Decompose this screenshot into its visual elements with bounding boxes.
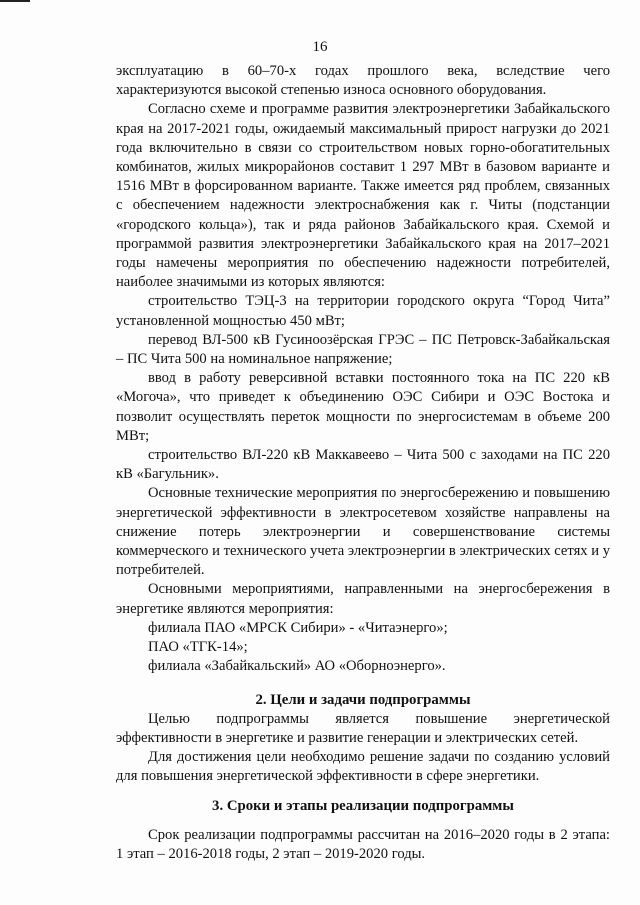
list-item: строительство ВЛ-220 кВ Маккавеево – Чита 500 с заходами на ПС 220 кВ «Багульник».: [116, 447, 610, 483]
list-item: филиала «Забайкальский» АО «Оборноэнерго».: [148, 658, 446, 675]
section-heading: 3. Сроки и этапы реализации подпрограммы: [212, 797, 514, 814]
paragraph: Для достижения цели необходимо решение задачи по созданию условий для повышения энергетической эффективности в сфере энергетики.: [116, 749, 610, 785]
paragraph: Основными мероприятиями, направленными на энергосбережения в энергетике являются мероприятия:: [116, 581, 610, 617]
list-item: ПАО «ТГК-14»;: [148, 639, 248, 656]
corner-mark: [0, 0, 30, 2]
paragraph: эксплуатацию в 60–70-х годах прошлого века, вследствие чего характеризуются высокой степенью износа основного оборудования.: [116, 63, 610, 99]
section-heading: 2. Цели и задачи подпрограммы: [255, 691, 471, 708]
paragraph: Срок реализации подпрограммы рассчитан на 2016–2020 годы в 2 этапа: 1 этап – 2016-2018 годы, 2 этап – 2019-2020 годы.: [116, 826, 610, 862]
list-item: филиала ПАО «МРСК Сибири» - «Читаэнерго»;: [148, 619, 448, 636]
list-item: строительство ТЭЦ-3 на территории городского округа “Город Чита” установленной мощностью 450 мВт;: [116, 293, 610, 329]
paragraph: Целью подпрограммы является повышение энергетической эффективности в энергетике и развитие генерации и электрических сетей.: [116, 710, 610, 746]
list-item: ввод в работу реверсивной вставки постоянного тока на ПС 220 кВ «Могоча», что приведет к объединению ОЭС Сибири и ОЭС Востока и позволит осуществлять переток мощности по энергосистемам в объеме 200 МВт;: [116, 370, 610, 444]
body-text: [116, 62, 610, 864]
paragraph: Согласно схеме и программе развития электроэнергетики Забайкальского края на 2017-2021 годы, ожидаемый максимальный прирост нагрузки до 2021 года включительно в связи со строительством новых горно-обогатительных комбинатов, жилых микрорайонов составит 1 297 МВт в базовом варианте и 1516 МВт в форсированном варианте. Также имеется ряд проблем, связанных с обеспечением надежности электроснабжения как г. Читы (подстанции «городского кольца»), так и ряда районов Забайкальского края. Схемой и программой развития электроэнергетики Забайкальского края на 2017–2021 годы намечены мероприятия по обеспечению надежности потребителей, наиболее значимыми из которых являются:: [116, 101, 610, 291]
page-number: 16: [312, 39, 328, 55]
paragraph: Основные технические мероприятия по энергосбережению и повышению энергетической эффективности в электросетевом хозяйстве направлены на снижение потерь электроэнергии и совершенствование системы коммерческого и технического учета электроэнергии в электрических сетях и у потребителей.: [116, 485, 611, 579]
list-item: перевод ВЛ-500 кВ Гусиноозёрская ГРЭС – ПС Петровск-Забайкальская – ПС Чита 500 на номинальное напряжение;: [116, 331, 610, 368]
